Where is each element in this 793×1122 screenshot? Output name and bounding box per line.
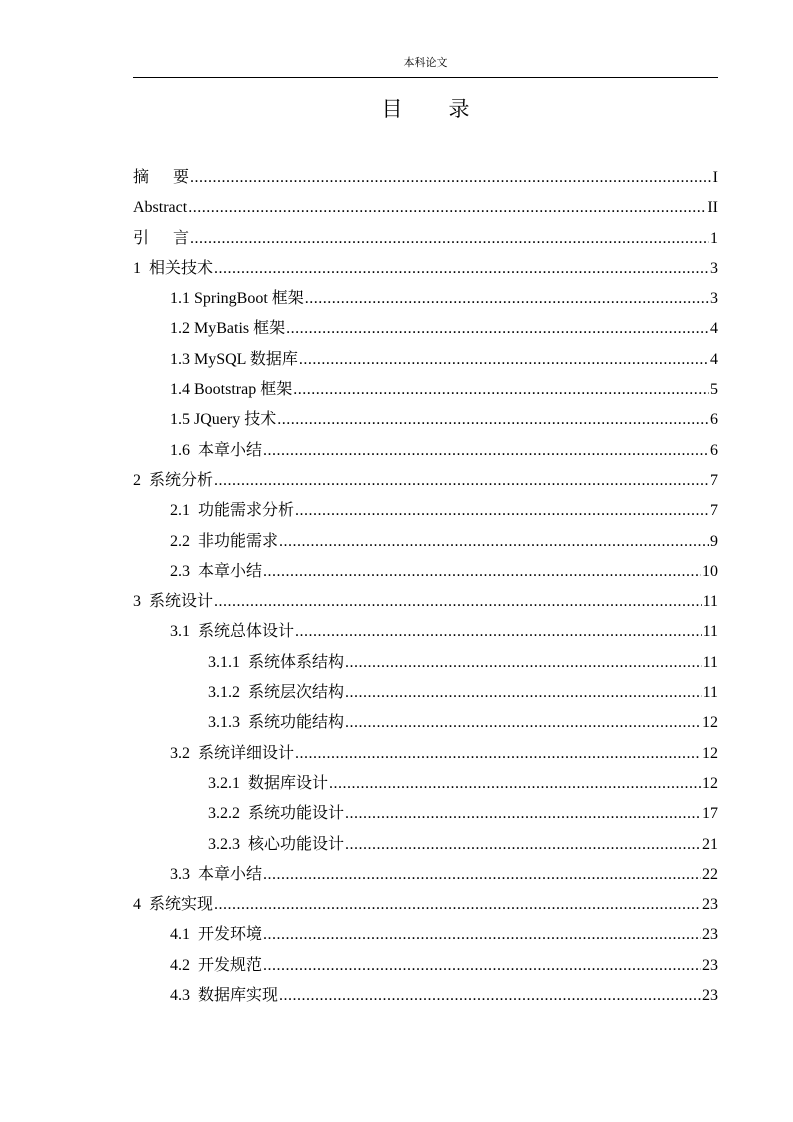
toc-entry-chapter-4[interactable] — [133, 890, 718, 920]
dot-leader — [277, 405, 709, 435]
toc-entry-section-1-2[interactable] — [133, 314, 718, 344]
toc-entry-label: 1.1 SpringBoot 框架 — [170, 290, 304, 308]
dot-leader — [190, 224, 709, 254]
toc-entry-page: 1 — [710, 229, 718, 247]
toc-entry-page: I — [712, 169, 718, 186]
toc-entry-page: 5 — [710, 381, 718, 399]
toc-entry-page: 11 — [702, 684, 718, 702]
toc-entry-page: 23 — [702, 896, 718, 914]
toc-entry-page: 11 — [702, 593, 718, 611]
toc-entry-label: 1.5 JQuery 技术 — [170, 411, 277, 429]
toc-entry-label: 2 系统分析 — [133, 471, 214, 489]
dot-leader — [263, 436, 709, 466]
toc-entry-label: 1.4 Bootstrap 框架 — [170, 381, 293, 399]
toc-entry-label: 2.1 功能需求分析 — [170, 502, 295, 520]
toc-entry-label: 1.2 MyBatis 框架 — [170, 320, 286, 338]
toc-entry-section-1-6[interactable] — [133, 436, 718, 466]
dot-leader — [190, 163, 712, 193]
toc-entry-section-4-1[interactable] — [133, 920, 718, 950]
toc-entry-page: 6 — [710, 441, 718, 459]
toc-entry-page: 3 — [710, 290, 718, 308]
dot-leader — [345, 648, 702, 678]
header-rule — [133, 77, 718, 78]
toc-entry-page: 6 — [710, 411, 718, 429]
toc-entry-page: 23 — [702, 956, 718, 974]
toc-entry-page: 9 — [710, 532, 718, 550]
toc-entry-section-3-2[interactable] — [133, 739, 718, 769]
toc-entry-label: 1 相关技术 — [133, 259, 214, 277]
toc-entry-page: 4 — [710, 350, 718, 368]
toc-entry-page: 10 — [702, 562, 718, 580]
toc-entry-label: 2.2 非功能需求 — [170, 532, 279, 550]
dot-leader — [299, 345, 709, 375]
toc-entry-label: 引 言 — [133, 229, 190, 247]
toc-entry-label: 3.1.3 系统功能结构 — [208, 714, 345, 732]
dot-leader — [263, 920, 701, 950]
toc-entry-subsection-3-2-1[interactable] — [133, 769, 718, 799]
toc-entry-label: 3.3 本章小结 — [170, 865, 263, 883]
toc-entry-subsection-3-2-2[interactable] — [133, 799, 718, 829]
dot-leader — [263, 951, 701, 981]
dot-leader — [188, 193, 706, 223]
toc-entry-chapter-1[interactable] — [133, 254, 718, 284]
toc-entry-page: 11 — [702, 653, 718, 671]
toc-entry-label: 摘 要 — [133, 169, 190, 186]
toc-entry-label: 3.1 系统总体设计 — [170, 623, 295, 641]
dot-leader — [279, 981, 701, 1011]
dot-leader — [286, 314, 709, 344]
toc-entry-subsection-3-1-2[interactable] — [133, 678, 718, 708]
toc-entry-page: 12 — [702, 714, 718, 732]
toc-entry-label: 3.2 系统详细设计 — [170, 744, 295, 762]
toc-entry-abstract-en[interactable] — [133, 193, 718, 223]
toc-entry-page: 21 — [702, 835, 718, 853]
toc-entry-label: 3.2.3 核心功能设计 — [208, 835, 345, 853]
table-of-contents — [133, 163, 718, 1011]
toc-entry-section-1-5[interactable] — [133, 405, 718, 435]
toc-title — [133, 94, 718, 124]
toc-entry-label: 1.3 MySQL 数据库 — [170, 350, 298, 368]
toc-entry-introduction[interactable] — [133, 224, 718, 254]
toc-entry-label: 3 系统设计 — [133, 593, 214, 611]
toc-entry-page: 12 — [702, 774, 718, 792]
dot-leader — [295, 496, 709, 526]
toc-entry-chapter-3[interactable] — [133, 587, 718, 617]
toc-entry-page: 3 — [710, 259, 718, 277]
toc-entry-section-3-1[interactable] — [133, 617, 718, 647]
dot-leader — [345, 799, 701, 829]
dot-leader — [295, 617, 702, 647]
dot-leader — [345, 708, 701, 738]
toc-entry-page: 7 — [710, 502, 718, 520]
toc-entry-page: 11 — [702, 623, 718, 641]
toc-entry-label: Abstract — [133, 199, 188, 217]
dot-leader — [305, 284, 709, 314]
toc-entry-page: 12 — [702, 744, 718, 762]
toc-entry-label: 1.6 本章小结 — [170, 441, 263, 459]
toc-entry-page: 23 — [702, 987, 718, 1005]
toc-entry-section-1-3[interactable] — [133, 345, 718, 375]
toc-entry-subsection-3-2-3[interactable] — [133, 830, 718, 860]
toc-entry-label: 3.1.1 系统体系结构 — [208, 653, 345, 671]
toc-entry-label: 4.3 数据库实现 — [170, 987, 279, 1005]
toc-entry-label: 3.2.1 数据库设计 — [208, 774, 329, 792]
dot-leader — [329, 769, 701, 799]
toc-entry-section-2-3[interactable] — [133, 557, 718, 587]
toc-entry-page: 4 — [710, 320, 718, 338]
toc-entry-section-4-3[interactable] — [133, 981, 718, 1011]
toc-title-char-2: 录 — [448, 97, 470, 121]
toc-entry-page: 17 — [702, 805, 718, 823]
toc-entry-section-1-1[interactable] — [133, 284, 718, 314]
toc-entry-label: 2.3 本章小结 — [170, 562, 263, 580]
dot-leader — [263, 860, 701, 890]
toc-entry-section-2-1[interactable] — [133, 496, 718, 526]
dot-leader — [279, 527, 709, 557]
toc-entry-subsection-3-1-3[interactable] — [133, 708, 718, 738]
dot-leader — [214, 254, 709, 284]
toc-entry-chapter-2[interactable] — [133, 466, 718, 496]
toc-entry-section-1-4[interactable] — [133, 375, 718, 405]
toc-entry-page: 22 — [702, 865, 718, 883]
dot-leader — [214, 587, 702, 617]
toc-entry-label: 3.2.2 系统功能设计 — [208, 805, 345, 823]
toc-entry-abstract-cn[interactable] — [133, 163, 718, 193]
toc-title-char-1: 目 — [381, 97, 403, 121]
dot-leader — [263, 557, 701, 587]
toc-entry-label: 4.1 开发环境 — [170, 926, 263, 944]
toc-entry-label: 3.1.2 系统层次结构 — [208, 684, 345, 702]
toc-entry-section-3-3[interactable] — [133, 860, 718, 890]
toc-entry-section-4-2[interactable] — [133, 951, 718, 981]
toc-entry-section-2-2[interactable] — [133, 527, 718, 557]
toc-entry-page: II — [707, 199, 718, 217]
dot-leader — [295, 739, 701, 769]
dot-leader — [214, 466, 709, 496]
dot-leader — [293, 375, 709, 405]
dot-leader — [345, 830, 701, 860]
toc-entry-page: 23 — [702, 926, 718, 944]
toc-entry-subsection-3-1-1[interactable] — [133, 648, 718, 678]
toc-entry-label: 4.2 开发规范 — [170, 956, 263, 974]
toc-entry-label: 4 系统实现 — [133, 896, 214, 914]
dot-leader — [214, 890, 701, 920]
toc-entry-page: 7 — [710, 471, 718, 489]
running-header: 本科论文 — [403, 57, 448, 69]
dot-leader — [345, 678, 702, 708]
